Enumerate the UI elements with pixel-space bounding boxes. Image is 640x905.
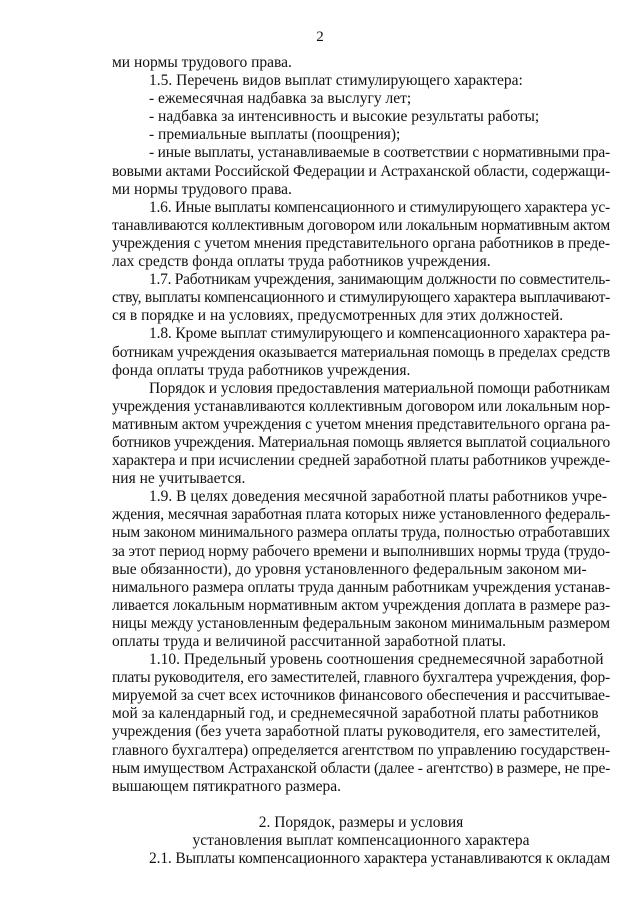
paragraph-line: мируемой за счет всех источников финансового обеспечения и рассчитывае-: [112, 687, 611, 705]
paragraph-line: мативным актом учреждения с учетом мнения представительного органа ра-: [112, 415, 611, 433]
paragraph-line: ми нормы трудового права.: [112, 180, 292, 198]
paragraph-line: 1.7. Работникам учреждения, занимающим должности по совместитель-: [149, 271, 610, 289]
paragraph-line: ливается локальным нормативным актом учреждения доплата в размере раз-: [112, 596, 611, 614]
paragraph-line: вышающем пятикратного размера.: [112, 777, 342, 795]
paragraph-line: - иные выплаты, устанавливаемые в соответствии с нормативными пра-: [149, 144, 610, 162]
paragraph-line: характера и при исчислении средней заработной платы работников учрежде-: [112, 452, 610, 470]
paragraph-line: ницы между установленным федеральным законом минимальным размером: [112, 614, 610, 632]
paragraph-line: ся в порядке и на условиях, предусмотренных для этих должностей.: [112, 307, 564, 325]
paragraph-line: главного бухгалтера) определяется агентством по управлению государствен-: [112, 741, 611, 759]
paragraph-line: - ежемесячная надбавка за выслугу лет;: [149, 90, 412, 108]
paragraph-line: ным имуществом Астраханской области (далее - агентство) в размере, не пре-: [112, 759, 610, 777]
paragraph-line: учреждения (без учета заработной платы руководителя, его заместителей,: [112, 723, 601, 741]
paragraph-line: вые обязанности), до уровня установленного федеральным законом ми-: [112, 560, 587, 578]
paragraph-line: 1.8. Кроме выплат стимулирующего и компенсационного характера ра-: [149, 325, 610, 343]
paragraph-line: танавливаются коллективным договором или локальным нормативным актом: [112, 216, 611, 234]
paragraph-line: ния не учитывается.: [112, 470, 246, 488]
paragraph-line: лах средств фонда оплаты труда работников учреждения.: [112, 253, 491, 271]
paragraph-line: за этот период норму рабочего времени и выполнивших нормы труда (трудо-: [112, 542, 611, 560]
paragraph-line: 1.6. Иные выплаты компенсационного и стимулирующего характера ус-: [149, 198, 611, 216]
paragraph-line: ботникам учреждения оказывается материальная помощь в пределах средств: [112, 343, 611, 361]
paragraph-line: Порядок и условия предоставления материальной помощи работникам: [149, 379, 610, 397]
section-heading-line-2: установления выплат компенсационного характера: [192, 831, 530, 849]
paragraph-line: 2.1. Выплаты компенсационного характера устанавливаются к окладам: [149, 850, 611, 868]
section-gap: [112, 796, 610, 814]
document-body: [112, 54, 610, 868]
paragraph-line: платы руководителя, его заместителей, главного бухгалтера учреждения, фор-: [112, 669, 610, 687]
paragraph-line: учреждения устанавливаются коллективным договором или локальным нор-: [112, 397, 610, 415]
paragraph-line: ждения, месячная заработная плата которых ниже установленного федераль-: [112, 506, 611, 524]
paragraph-line: фонда оплаты труда работников учреждения.: [112, 361, 411, 379]
page-number: 2: [316, 29, 324, 45]
paragraph-line: 1.10. Предельный уровень соотношения среднемесячной заработной: [149, 651, 604, 669]
section-heading-line-1: 2. Порядок, размеры и условия: [258, 813, 464, 831]
paragraph-line: ным законом минимального размера оплаты труда, полностью отработавших: [112, 524, 610, 542]
paragraph-line: 1.5. Перечень видов выплат стимулирующего характера:: [149, 72, 523, 90]
paragraph-line: мой за календарный год, и среднемесячной заработной платы работников: [112, 705, 599, 723]
paragraph-line: - надбавка за интенсивность и высокие результаты работы;: [149, 108, 540, 126]
text-lines: [112, 54, 610, 796]
paragraph-line: вовыми актами Российской Федерации и Астраханской области, содержащи-: [112, 162, 611, 180]
paragraph-line: оплаты труда и величиной рассчитанной заработной платы.: [112, 633, 507, 650]
paragraph-line: ми нормы трудового права.: [112, 54, 292, 71]
paragraph-line: нимального размера оплаты труда данным работникам учреждения устанав-: [112, 578, 611, 596]
paragraph-line: учреждения с учетом мнения представительного органа работников в преде-: [112, 234, 610, 252]
paragraph-line: 1.9. В целях доведения месячной заработной платы работников учре-: [149, 488, 608, 506]
paragraph-line: ботников учреждения. Материальная помощь является выплатой социального: [112, 433, 610, 451]
paragraph-line: - премиальные выплаты (поощрения);: [149, 126, 401, 144]
paragraph-line: ству, выплаты компенсационного и стимулирующего характера выплачивают-: [112, 289, 611, 307]
